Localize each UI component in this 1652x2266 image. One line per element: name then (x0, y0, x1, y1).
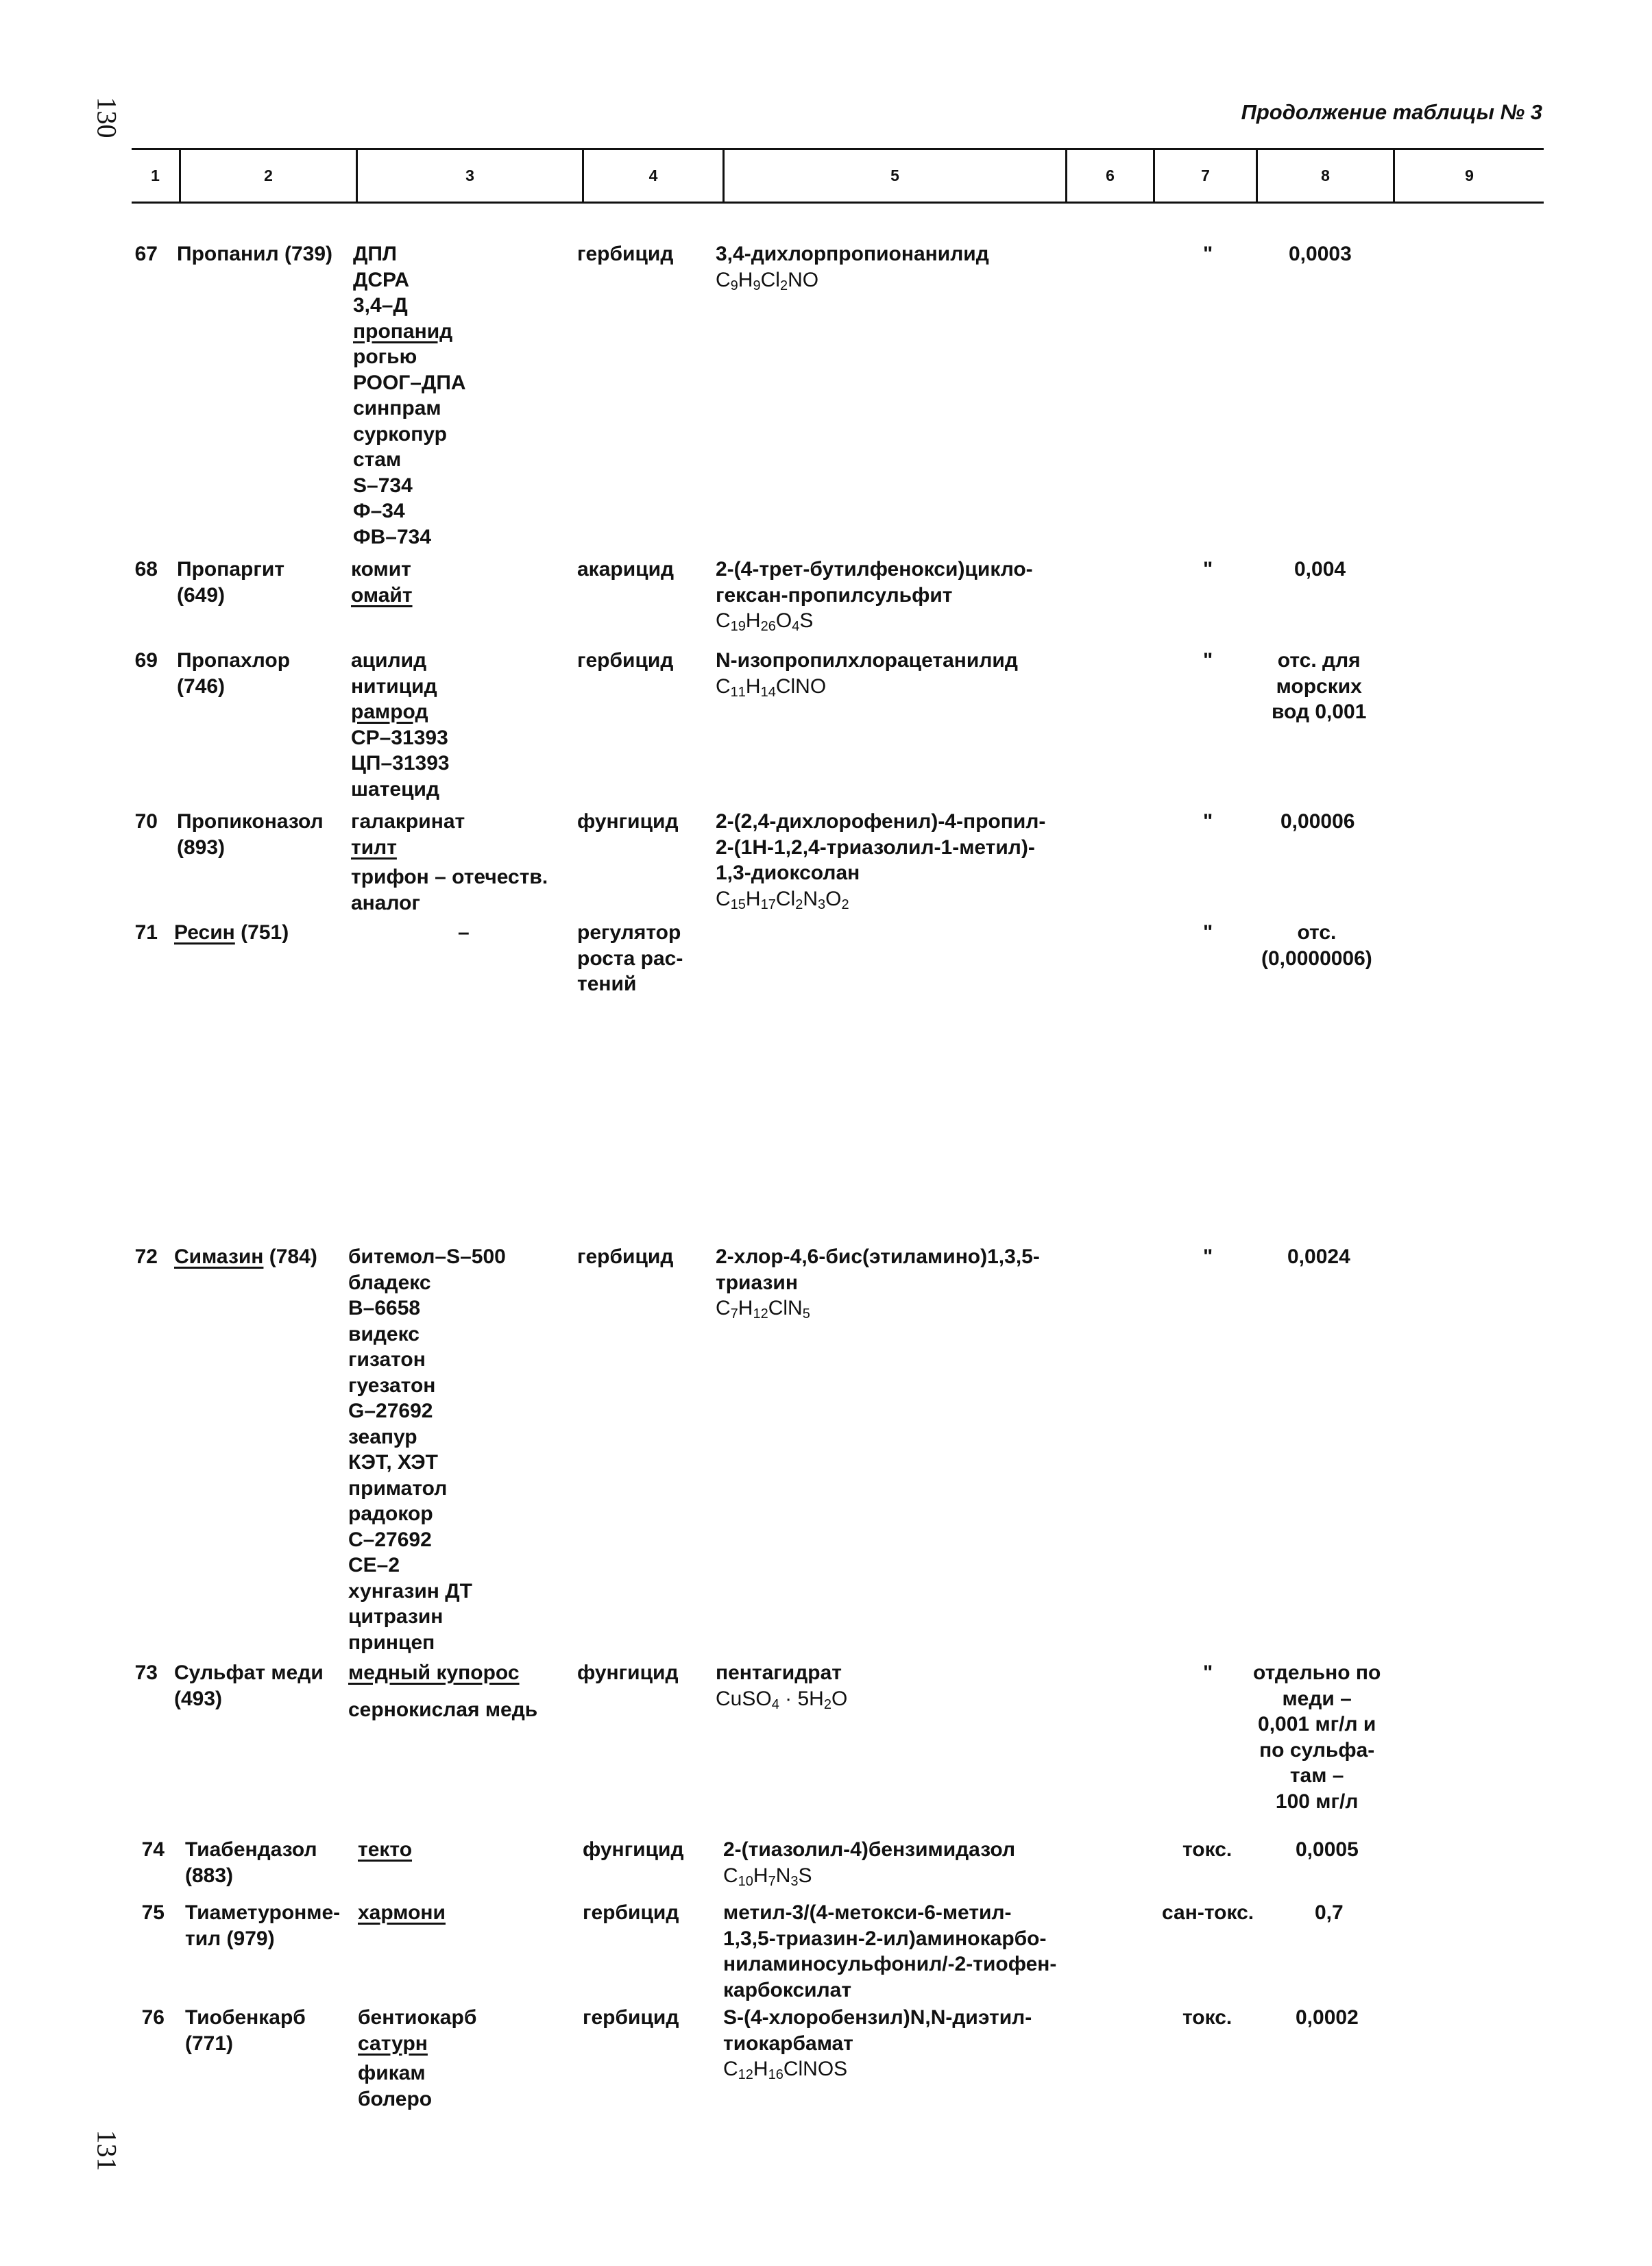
name-line: Тиаметуронме- (185, 1901, 341, 1924)
use-type (577, 648, 673, 674)
chemical-formula: $C_9H_9Cl_2NO$ (716, 268, 819, 293)
active-substance-name (177, 241, 332, 267)
synonyms (351, 648, 450, 802)
synonyms-line: СР–31393 (351, 726, 448, 749)
value-line: отс. для (1277, 649, 1361, 672)
maximum-permissible-concentration (1294, 557, 1346, 583)
use-type (583, 1900, 679, 1926)
row-number: 76 (141, 2006, 165, 2029)
synonyms-line: стам (353, 448, 402, 471)
value-line: меди – (1282, 1687, 1352, 1710)
use-type (577, 1660, 679, 1686)
use-line: гербицид (577, 243, 674, 265)
name-line: (893) (177, 836, 226, 859)
chemical-line: 2-(тиазолил-4)бензимидазол (723, 1838, 1016, 1861)
toxicity-indicator: " (1203, 1245, 1213, 1268)
synonyms-line: омайт (351, 583, 413, 607)
chemical-name (716, 1660, 847, 1711)
value-line: там – (1289, 1764, 1344, 1787)
synonyms-line: – (458, 921, 470, 944)
maximum-permissible-concentration (1287, 1244, 1350, 1270)
active-substance-name (174, 1660, 324, 1711)
name-line: Сульфат меди (174, 1661, 324, 1684)
synonyms-line: рогью (353, 345, 417, 368)
value-line: морских (1276, 674, 1362, 698)
synonyms-line: галакринат (351, 810, 465, 833)
value-line: 0,0002 (1296, 2006, 1359, 2029)
maximum-permissible-concentration (1253, 1660, 1381, 1814)
toxicity-indicator: " (1203, 810, 1213, 833)
synonyms-line: рамрод (351, 700, 428, 723)
active-substance-name (177, 557, 284, 608)
synonyms (358, 1900, 446, 1926)
page-number-top: 130 (91, 97, 123, 138)
row-number: 67 (134, 243, 158, 265)
row-number: 72 (134, 1245, 158, 1268)
column-header-5: 5 (725, 150, 1067, 202)
row-number: 70 (134, 810, 158, 833)
name-line: Пропаргит (177, 558, 284, 581)
active-substance-name (177, 809, 324, 860)
toxicity-indicator: " (1203, 921, 1213, 944)
synonyms-line: синпрам (353, 397, 441, 419)
chemical-line: тиокарбамат (723, 2032, 853, 2055)
synonyms-line: сернокислая медь (348, 1698, 538, 1721)
name-line: тил (979) (185, 1927, 275, 1950)
toxicity-indicator: " (1203, 649, 1213, 672)
chemical-name (723, 1900, 1056, 2003)
name-line: (493) (174, 1687, 223, 1710)
toxicity-indicator: сан-токс. (1162, 1901, 1254, 1924)
chemical-line: триазин (716, 1271, 798, 1294)
chemical-line: 1,3-диоксолан (716, 862, 860, 884)
value-line: вод 0,001 (1272, 700, 1367, 723)
synonyms-line: ДПЛ (353, 243, 397, 265)
chemical-name (716, 241, 989, 293)
chemical-line: метил-3/(4-метокси-6-метил- (723, 1901, 1012, 1924)
name-line: (883) (185, 1864, 234, 1887)
use-line: тений (577, 973, 637, 995)
use-line: акарицид (577, 558, 675, 581)
column-header-2: 2 (181, 150, 358, 202)
chemical-line: карбоксилат (723, 1978, 852, 2001)
toxicity-indicator: " (1203, 243, 1213, 265)
chemical-name (716, 809, 1045, 912)
row-number: 71 (134, 921, 158, 944)
chemical-name (716, 648, 1018, 699)
synonyms-line: нитицид (351, 674, 437, 698)
synonyms-line: КЭТ, ХЭТ (348, 1451, 438, 1474)
synonyms-line: болеро (358, 2087, 433, 2110)
active-substance-name (174, 920, 289, 946)
page-number-bottom: 131 (91, 2130, 123, 2171)
synonyms-line: фикам (358, 2062, 426, 2084)
name-line: Пропанил (739) (177, 243, 333, 265)
toxicity-indicator: " (1203, 1661, 1213, 1684)
value-line: 0,0003 (1289, 243, 1352, 265)
use-line: гербицид (583, 1901, 679, 1924)
synonyms-line: ДСРА (353, 268, 410, 291)
table-header (132, 148, 1544, 204)
toxicity-indicator: токс. (1182, 2006, 1232, 2029)
synonyms (358, 1837, 412, 1863)
chemical-formula: $C_{15}H_{17}Cl_2N_3O_2$ (716, 887, 849, 912)
synonyms-line: бентиокарб (358, 2006, 477, 2029)
chemical-formula: CuSO$_4$ · $5H_2O$ (716, 1687, 848, 1712)
row-number: 69 (134, 649, 158, 672)
synonyms-line: медный купорос (348, 1661, 520, 1684)
row-number: 75 (141, 1901, 165, 1924)
synonyms-line: В–6658 (348, 1297, 421, 1319)
active-substance-name (185, 1900, 340, 1951)
maximum-permissible-concentration (1296, 2005, 1359, 2031)
chemical-formula: $C_{10}H_7N_3S$ (723, 1864, 812, 1889)
synonyms-line: хармони (358, 1901, 446, 1924)
synonyms-line: приматол (348, 1476, 448, 1500)
synonyms-line: Ф–34 (353, 500, 405, 522)
column-header-7: 7 (1155, 150, 1258, 202)
use-type (577, 809, 679, 835)
synonyms (351, 809, 548, 916)
value-line: 0,00006 (1280, 810, 1355, 833)
use-line: фунгицид (583, 1838, 684, 1861)
chemical-line: 2-(2,4-дихлорофенил)-4-пропил- (716, 810, 1046, 833)
synonyms-line: ФВ–734 (353, 525, 432, 548)
chemical-line: 1,3,5-триазин-2-ил)аминокарбо- (723, 1927, 1047, 1950)
use-type (577, 557, 674, 583)
synonyms (358, 2005, 476, 2112)
synonyms-line: С–27692 (348, 1528, 432, 1551)
chemical-line: 3,4-дихлорпропионанилид (716, 243, 989, 265)
name-line: Тиобенкарб (185, 2006, 306, 2029)
use-line: фунгицид (577, 1661, 679, 1684)
maximum-permissible-concentration (1315, 1900, 1344, 1926)
use-line: роста рас- (577, 947, 683, 970)
use-line: фунгицид (577, 810, 679, 833)
value-line: 100 мг/л (1275, 1790, 1359, 1813)
synonyms-line: гуезатон (348, 1374, 436, 1397)
synonyms (348, 1244, 506, 1655)
synonyms-line: СЕ–2 (348, 1554, 400, 1576)
value-line: 0,001 мг/л и (1258, 1713, 1376, 1735)
synonyms-line: 3,4–Д (353, 294, 408, 317)
synonyms-line: цитразин (348, 1605, 444, 1628)
row-number: 74 (141, 1838, 165, 1861)
name-line: Тиабендазол (185, 1838, 317, 1861)
active-substance-name (185, 2005, 306, 2056)
synonyms (348, 1660, 537, 1722)
synonyms-line: ЦП–31393 (351, 752, 450, 775)
chemical-name (723, 1837, 1015, 1888)
chemical-line: 2-хлор-4,6-бис(этиламино)1,3,5- (716, 1245, 1040, 1268)
use-line: гербицид (577, 1245, 674, 1268)
maximum-permissible-concentration (1289, 241, 1352, 267)
name-line: (771) (185, 2032, 234, 2055)
synonyms-line: шатецид (351, 777, 439, 801)
value-line: 0,7 (1315, 1901, 1344, 1924)
toxicity-indicator: " (1203, 558, 1213, 581)
synonyms-line: битемол–S–500 (348, 1245, 506, 1268)
synonyms-dash (458, 920, 470, 946)
column-header-9: 9 (1465, 167, 1474, 184)
chemical-line: пентагидрат (716, 1661, 842, 1684)
value-line: по сульфа- (1259, 1738, 1375, 1762)
active-substance-name (177, 648, 290, 699)
name-line: (746) (177, 674, 226, 698)
value-line: отс. (1297, 921, 1337, 944)
synonyms-line: суркопур (353, 422, 447, 446)
name-line: Симазин (784) (174, 1245, 317, 1268)
maximum-permissible-concentration (1272, 648, 1366, 725)
chemical-formula: $C_{12}H_{16}ClNOS$ (723, 2058, 848, 2082)
synonyms-line: трифон – отечеств. (351, 866, 548, 888)
use-line: регулятор (577, 921, 681, 944)
column-header-1: 1 (132, 150, 181, 202)
synonyms-line: S–734 (353, 474, 413, 497)
value-line: (0,0000006) (1261, 947, 1372, 970)
value-line: отдельно по (1253, 1661, 1381, 1684)
maximum-permissible-concentration (1296, 1837, 1359, 1863)
chemical-name (723, 2005, 1032, 2082)
chemical-line: ниламиносульфонил/-2-тиофен- (723, 1953, 1057, 1975)
synonyms-line: хунгазин ДТ (348, 1579, 472, 1603)
name-line: (649) (177, 583, 226, 607)
chemical-line: 2-(1Н-1,2,4-триазолил-1-метил)- (716, 836, 1035, 859)
value-line: 0,0024 (1287, 1245, 1350, 1268)
column-header-6: 6 (1067, 150, 1155, 202)
maximum-permissible-concentration (1261, 920, 1372, 971)
active-substance-name (174, 1244, 317, 1270)
table-continuation-title: Продолжение таблицы № 3 (1241, 100, 1542, 124)
name-line: Ресин (751) (174, 921, 289, 944)
synonyms-line: аналог (351, 891, 420, 914)
synonyms-line: принцеп (348, 1631, 435, 1654)
column-header-4: 4 (584, 150, 725, 202)
synonyms-line: видекс (348, 1322, 420, 1345)
underlined-term: Симазин (174, 1245, 264, 1268)
underlined-term: Ресин (174, 921, 235, 944)
synonyms-line: ацилид (351, 649, 427, 672)
name-line: Пропахлор (177, 649, 291, 672)
chemical-line: N-изопропилхлорацетанилид (716, 649, 1018, 672)
row-number: 73 (134, 1661, 158, 1684)
chemical-formula: $C_{11}H_{14}ClNO$ (716, 674, 827, 700)
chemical-name (716, 557, 1033, 634)
active-substance-name (185, 1837, 317, 1888)
synonyms-line: комит (351, 558, 411, 581)
synonyms (351, 557, 413, 608)
name-line: Пропиконазол (177, 810, 324, 833)
column-header-3: 3 (358, 150, 584, 202)
synonyms-line: бладекс (348, 1271, 431, 1294)
synonyms (353, 241, 466, 550)
synonyms-line: радокор (348, 1502, 433, 1525)
synonyms-line: тилт (351, 836, 397, 859)
use-line: гербицид (583, 2006, 679, 2029)
chemical-line: гексан-пропилсульфит (716, 583, 953, 607)
use-type (577, 241, 673, 267)
chemical-name (716, 1244, 1040, 1321)
chemical-line: 2-(4-трет-бутилфенокси)цикло- (716, 558, 1033, 581)
maximum-permissible-concentration (1280, 809, 1355, 835)
toxicity-indicator: токс. (1182, 1838, 1232, 1861)
synonyms-line: сатурн (358, 2032, 428, 2055)
use-line: гербицид (577, 649, 674, 672)
row-number: 68 (134, 558, 158, 581)
synonyms-line: гизатон (348, 1348, 426, 1371)
use-type (577, 920, 683, 997)
chemical-formula: $C_{19}H_{26}O_4S$ (716, 609, 814, 634)
synonyms-line: G–27692 (348, 1400, 433, 1422)
synonyms-line: текто (358, 1838, 413, 1861)
chemical-formula: $C_7H_{12}ClN_5$ (716, 1297, 810, 1321)
use-type (583, 2005, 679, 2031)
use-type (577, 1244, 673, 1270)
synonyms-line: РООГ–ДПА (353, 371, 466, 394)
value-line: 0,0005 (1296, 1838, 1359, 1861)
use-type (583, 1837, 684, 1863)
column-header-8: 8 (1258, 150, 1395, 202)
value-line: 0,004 (1294, 558, 1346, 581)
synonyms-line: пропанид (353, 319, 453, 343)
chemical-line: S-(4-хлоробензил)N,N-диэтил- (723, 2006, 1032, 2029)
synonyms-line: зеапур (348, 1425, 417, 1448)
